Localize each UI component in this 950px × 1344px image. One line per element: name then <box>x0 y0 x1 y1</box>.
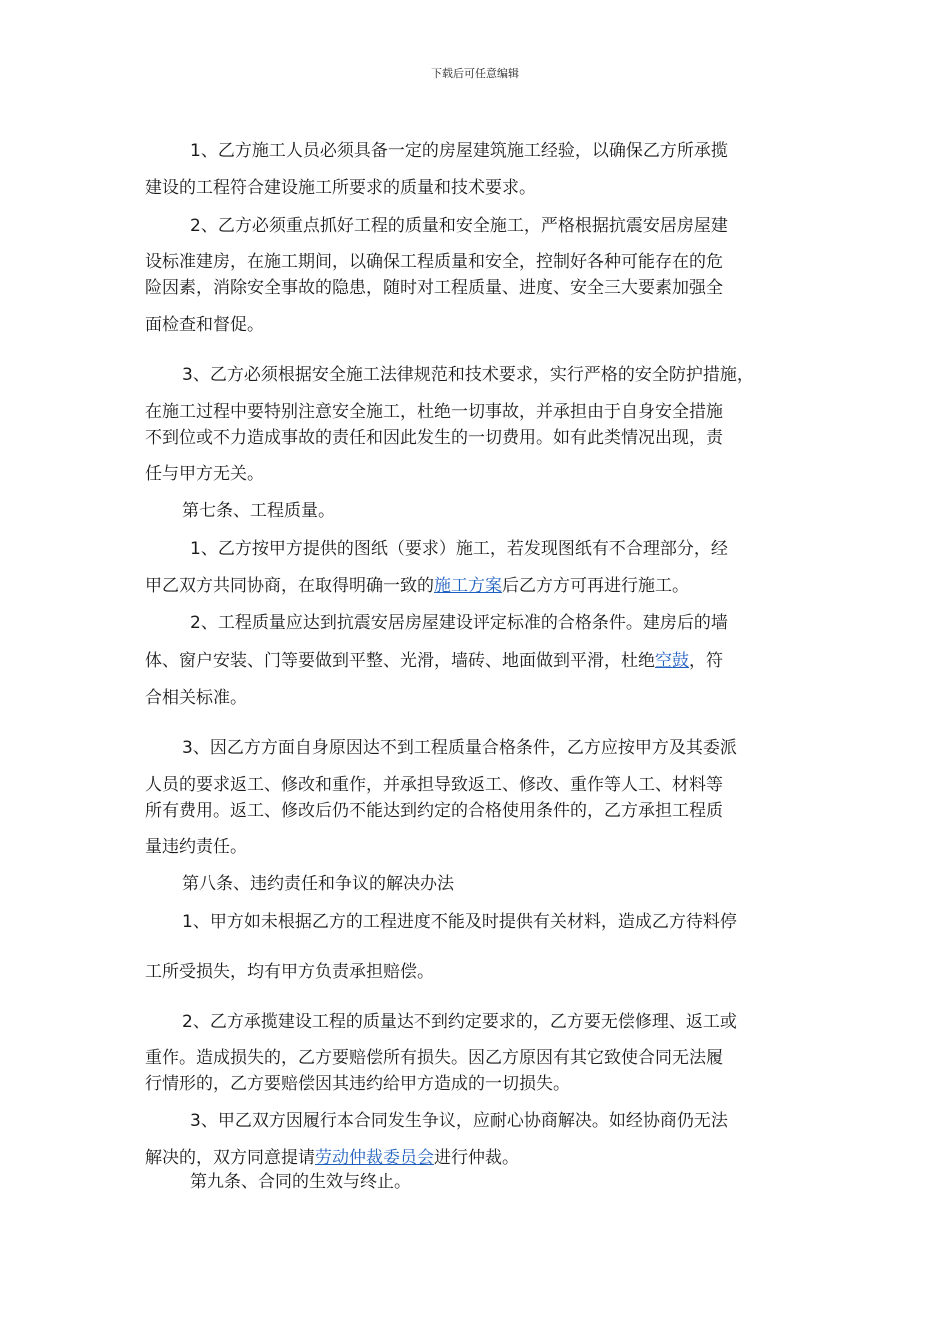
paragraph-line: 险因素，消除安全事故的隐患，随时对工程质量、进度、安全三大要素加强全 <box>145 278 723 298</box>
paragraph-line: 1、甲方如未根据乙方的工程进度不能及时提供有关材料，造成乙方待料停 <box>182 912 737 932</box>
paragraph-line: 行情形的，乙方要赔偿因其违约给甲方造成的一切损失。 <box>145 1074 570 1094</box>
paragraph-line: 合相关标准。 <box>145 688 247 708</box>
paragraph-line: 重作。造成损失的，乙方要赔偿所有损失。因乙方原因有其它致使合同无法履 <box>145 1048 723 1068</box>
paragraph-line: 3、甲乙双方因履行本合同发生争议，应耐心协商解决。如经协商仍无法 <box>190 1111 728 1131</box>
text-segment: 进行仲裁。 <box>434 1148 519 1168</box>
paragraph-line: 2、乙方承揽建设工程的质量达不到约定要求的，乙方要无偿修理、返工或 <box>182 1012 737 1032</box>
paragraph-line <box>145 650 723 672</box>
paragraph-line: 1、乙方按甲方提供的图纸（要求）施工，若发现图纸有不合理部分，经 <box>190 539 728 559</box>
paragraph-line: 3、乙方必须根据安全施工法律规范和技术要求，实行严格的安全防护措施， <box>182 365 754 385</box>
paragraph-line: 3、因乙方方面自身原因达不到工程质量合格条件，乙方应按甲方及其委派 <box>182 738 737 758</box>
paragraph-line: 2、工程质量应达到抗震安居房屋建设评定标准的合格条件。建房后的墙 <box>190 613 728 633</box>
paragraph-line: 不到位或不力造成事故的责任和因此发生的一切费用。如有此类情况出现，责 <box>145 428 723 448</box>
paragraph-line: 在施工过程中要特别注意安全施工，杜绝一切事故，并承担由于自身安全措施 <box>145 402 723 422</box>
paragraph-line: 2、乙方必须重点抓好工程的质量和安全施工，严格根据抗震安居房屋建 <box>190 216 728 236</box>
link-labor-arbitration-committee[interactable]: 劳动仲裁委员会 <box>315 1148 434 1168</box>
paragraph-line: 人员的要求返工、修改和重作，并承担导致返工、修改、重作等人工、材料等 <box>145 775 723 795</box>
section-heading: 第九条、合同的生效与终止。 <box>190 1172 411 1192</box>
text-segment: 后乙方方可再进行施工。 <box>502 576 689 596</box>
paragraph-line: 面检查和督促。 <box>145 315 264 335</box>
paragraph-line <box>145 575 689 597</box>
paragraph-line: 所有费用。返工、修改后仍不能达到约定的合格使用条件的，乙方承担工程质 <box>145 801 723 821</box>
paragraph-line: 设标准建房，在施工期间，以确保工程质量和安全，控制好各种可能存在的危 <box>145 252 723 272</box>
link-construction-plan[interactable]: 施工方案 <box>434 576 502 596</box>
section-heading: 第八条、违约责任和争议的解决办法 <box>182 874 454 894</box>
paragraph-line: 1、乙方施工人员必须具备一定的房屋建筑施工经验，以确保乙方所承揽 <box>190 141 728 161</box>
paragraph-line: 任与甲方无关。 <box>145 464 264 484</box>
page-header: 下载后可任意编辑 <box>431 67 519 80</box>
paragraph-line <box>145 1147 519 1169</box>
text-segment: 体、窗户安装、门等要做到平整、光滑，墙砖、地面做到平滑，杜绝 <box>145 651 655 671</box>
text-segment: 甲乙双方共同协商，在取得明确一致的 <box>145 576 434 596</box>
section-heading: 第七条、工程质量。 <box>182 501 335 521</box>
link-hollow-drum[interactable]: 空鼓 <box>655 651 689 671</box>
text-segment: ，符 <box>689 651 723 671</box>
paragraph-line: 建设的工程符合建设施工所要求的质量和技术要求。 <box>145 178 536 198</box>
paragraph-line: 工所受损失，均有甲方负责承担赔偿。 <box>145 962 434 982</box>
text-segment: 解决的，双方同意提请 <box>145 1148 315 1168</box>
paragraph-line: 量违约责任。 <box>145 837 247 857</box>
